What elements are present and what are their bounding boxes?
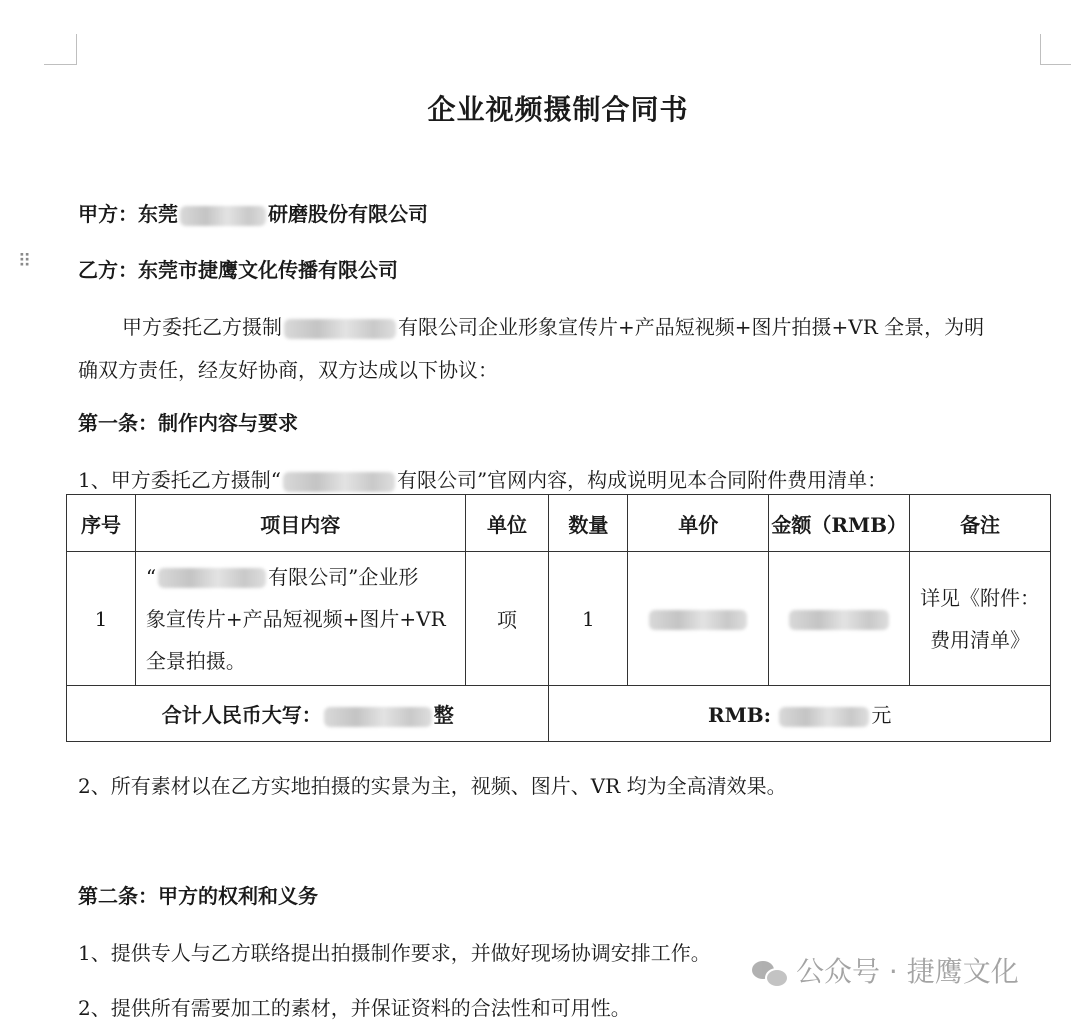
- total-rmb-label: RMB:: [708, 703, 772, 727]
- party-a-suffix: 研磨股份有限公司: [268, 202, 428, 226]
- document-title: 企业视频摄制合同书: [427, 93, 689, 126]
- total-rmb-cell: [549, 686, 1051, 742]
- intro-line-1: [122, 311, 984, 340]
- article-2-item-1: 1、提供专人与乙方联络提出拍摄制作要求，并做好现场协调安排工作。: [78, 941, 711, 965]
- total-rmb-suffix: 元: [871, 703, 892, 727]
- watermark: [752, 950, 1019, 990]
- item-1-prefix: 1、甲方委托乙方摄制“: [78, 468, 281, 492]
- content-line-2: 象宣传片+产品短视频+图片+VR: [145, 606, 446, 631]
- article-1-heading: 第一条：制作内容与要求: [78, 411, 298, 435]
- table-header-row: [67, 495, 1051, 552]
- redacted-text: [283, 472, 395, 492]
- cell-index: 1: [67, 552, 136, 686]
- cell-amount: [769, 552, 910, 686]
- cell-quantity: 1: [549, 552, 628, 686]
- note-line-2: 费用清单》: [930, 627, 1031, 652]
- intro-suffix: 有限公司企业形象宣传片+产品短视频+图片拍摄+VR 全景，为明: [398, 315, 985, 339]
- content-line-1-suffix: 有限公司”企业形: [268, 564, 419, 589]
- table-total-row: [67, 686, 1051, 742]
- wechat-icon: [752, 959, 788, 987]
- article-2-item-2: 2、提供所有需要加工的素材，并保证资料的合法性和可用性。: [78, 996, 631, 1020]
- drag-handle-icon[interactable]: ⠿: [18, 251, 33, 272]
- redacted-text: [284, 319, 396, 339]
- header-index: 序号: [67, 495, 136, 552]
- item-1-suffix: 有限公司”官网内容，构成说明见本合同附件费用清单：: [396, 468, 888, 492]
- content-line-3: 全景拍摄。: [145, 648, 246, 673]
- total-cn-label: 合计人民币大写：: [161, 703, 322, 727]
- header-quantity: 数量: [549, 495, 628, 552]
- total-cn-suffix: 整: [433, 703, 454, 727]
- redacted-value: [789, 610, 889, 630]
- cell-unit-price: [628, 552, 769, 686]
- redacted-text: [180, 206, 266, 226]
- redacted-value: [779, 707, 869, 727]
- party-a-prefix: 甲方：东莞: [78, 202, 178, 226]
- redacted-text: [158, 568, 266, 588]
- table-row: [67, 552, 1051, 686]
- article-1-item-2: 2、所有素材以在乙方实地拍摄的实景为主，视频、图片、VR 均为全高清效果。: [78, 774, 787, 798]
- cell-content: [135, 552, 465, 686]
- cell-note: [910, 552, 1051, 686]
- header-unit: 单位: [465, 495, 549, 552]
- redacted-value: [649, 610, 747, 630]
- cell-unit: 项: [465, 552, 549, 686]
- fee-table: [66, 494, 1051, 742]
- party-a-line: [78, 198, 428, 227]
- redacted-value: [324, 707, 432, 727]
- article-1-item-1: [78, 464, 887, 493]
- note-line-1: 详见《附件：: [920, 585, 1041, 610]
- content-line-1: [146, 556, 455, 598]
- article-2-heading: 第二条：甲方的权利和义务: [78, 884, 318, 908]
- crop-mark-top-right: [1040, 34, 1071, 65]
- party-b-line: 乙方：东莞市捷鹰文化传播有限公司: [78, 258, 398, 282]
- header-content: 项目内容: [135, 495, 465, 552]
- header-note: 备注: [910, 495, 1051, 552]
- header-unit-price: 单价: [628, 495, 769, 552]
- watermark-text: 公众号 · 捷鹰文化: [796, 955, 1019, 988]
- total-cn-cell: [67, 686, 549, 742]
- content-line-1-prefix: “: [145, 564, 157, 589]
- intro-line-2: 确双方责任，经友好协商，双方达成以下协议：: [78, 358, 498, 382]
- header-amount: 金额（RMB）: [769, 495, 910, 552]
- crop-mark-top-left: [44, 34, 77, 65]
- intro-prefix: 甲方委托乙方摄制: [122, 315, 282, 339]
